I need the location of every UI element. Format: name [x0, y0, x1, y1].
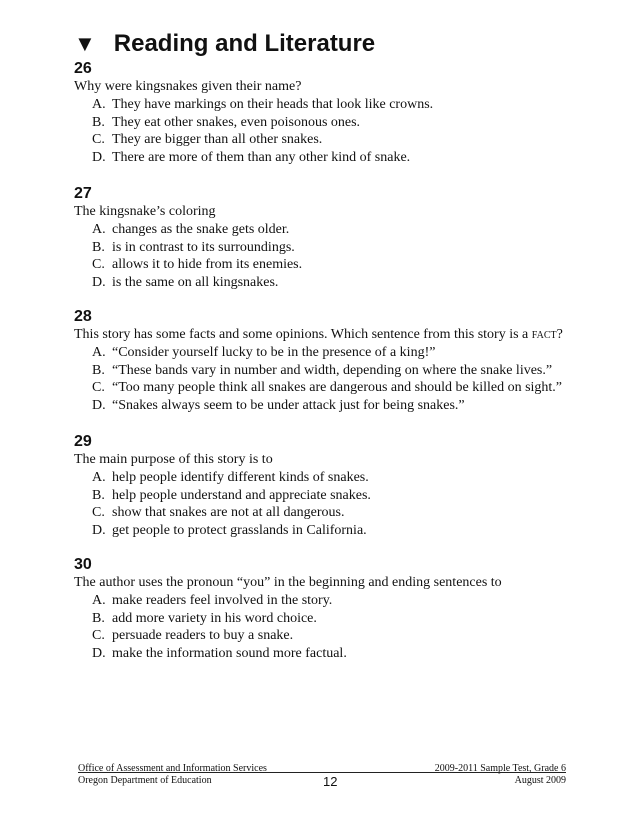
answer-options — [74, 221, 574, 291]
answer-option-b[interactable]: B. “These bands vary in number and width, depending on where the snake lives.” — [92, 362, 553, 378]
footer-department: Oregon Department of Education — [78, 775, 212, 786]
answer-options — [74, 469, 574, 539]
answer-option-d[interactable]: D. make the information sound more factual. — [92, 645, 347, 661]
footer-date: August 2009 — [514, 775, 566, 786]
section-heading — [74, 30, 375, 58]
question-27 — [74, 184, 574, 291]
answer-option-d[interactable]: D. There are more of them than any other kind of snake. — [92, 149, 411, 165]
triangle-down-icon: ▼ — [74, 31, 96, 56]
question-28 — [74, 307, 574, 414]
answer-option-b[interactable]: B. help people understand and appreciate snakes. — [92, 487, 371, 503]
answer-option-d[interactable]: D. “Snakes always seem to be under attack just for being snakes.” — [92, 397, 465, 413]
answer-option-c[interactable]: C. show that snakes are not at all dangerous. — [92, 505, 345, 521]
footer-divider — [78, 772, 566, 773]
question-number: 26 — [74, 60, 92, 77]
question-number: 29 — [74, 433, 92, 450]
answer-option-c[interactable]: C. allows it to hide from its enemies. — [92, 257, 303, 273]
answer-option-b[interactable]: B. add more variety in his word choice. — [92, 610, 317, 626]
answer-option-a[interactable]: A. make readers feel involved in the story. — [92, 593, 333, 608]
answer-option-b[interactable]: B. They eat other snakes, even poisonous ones. — [92, 114, 361, 130]
question-stem: The kingsnake’s coloring — [74, 204, 216, 219]
answer-option-c[interactable]: C. They are bigger than all other snakes. — [92, 132, 323, 148]
answer-option-c[interactable]: C. “Too many people think all snakes are dangerous and should be killed on sight.” — [92, 380, 563, 396]
question-number: 30 — [74, 556, 92, 573]
question-stem: The main purpose of this story is to — [74, 452, 273, 467]
question-stem: Why were kingsnakes given their name? — [74, 79, 302, 94]
answer-option-d[interactable]: D. is the same on all kingsnakes. — [92, 274, 279, 290]
answer-option-b[interactable]: B. is in contrast to its surroundings. — [92, 239, 295, 255]
answer-option-a[interactable]: A. help people identify different kinds of snakes. — [92, 470, 369, 485]
question-29 — [74, 432, 574, 539]
answer-option-a[interactable]: A. changes as the snake gets older. — [92, 222, 290, 237]
answer-options — [74, 344, 574, 414]
section-title: Reading and Literature — [113, 30, 376, 57]
question-number: 28 — [74, 308, 92, 325]
answer-options — [74, 96, 574, 166]
question-26 — [74, 59, 574, 166]
question-number: 27 — [74, 185, 92, 202]
question-30 — [74, 555, 574, 662]
answer-option-d[interactable]: D. get people to protect grasslands in California. — [92, 522, 367, 538]
footer-office: Office of Assessment and Information Services — [78, 763, 267, 774]
answer-options — [74, 592, 574, 662]
question-stem: This story has some facts and some opinions. Which sentence from this story is a fact? — [74, 327, 563, 342]
footer-test-name: 2009-2011 Sample Test, Grade 6 — [434, 763, 566, 774]
emphasis-fact: fact — [531, 327, 557, 342]
question-stem: The author uses the pronoun “you” in the beginning and ending sentences to — [74, 575, 502, 590]
page-number: 12 — [323, 774, 338, 789]
answer-option-c[interactable]: C. persuade readers to buy a snake. — [92, 628, 294, 644]
answer-option-a[interactable]: A. “Consider yourself lucky to be in the presence of a king!” — [92, 345, 436, 360]
answer-option-a[interactable]: A. They have markings on their heads that look like crowns. — [92, 97, 434, 112]
